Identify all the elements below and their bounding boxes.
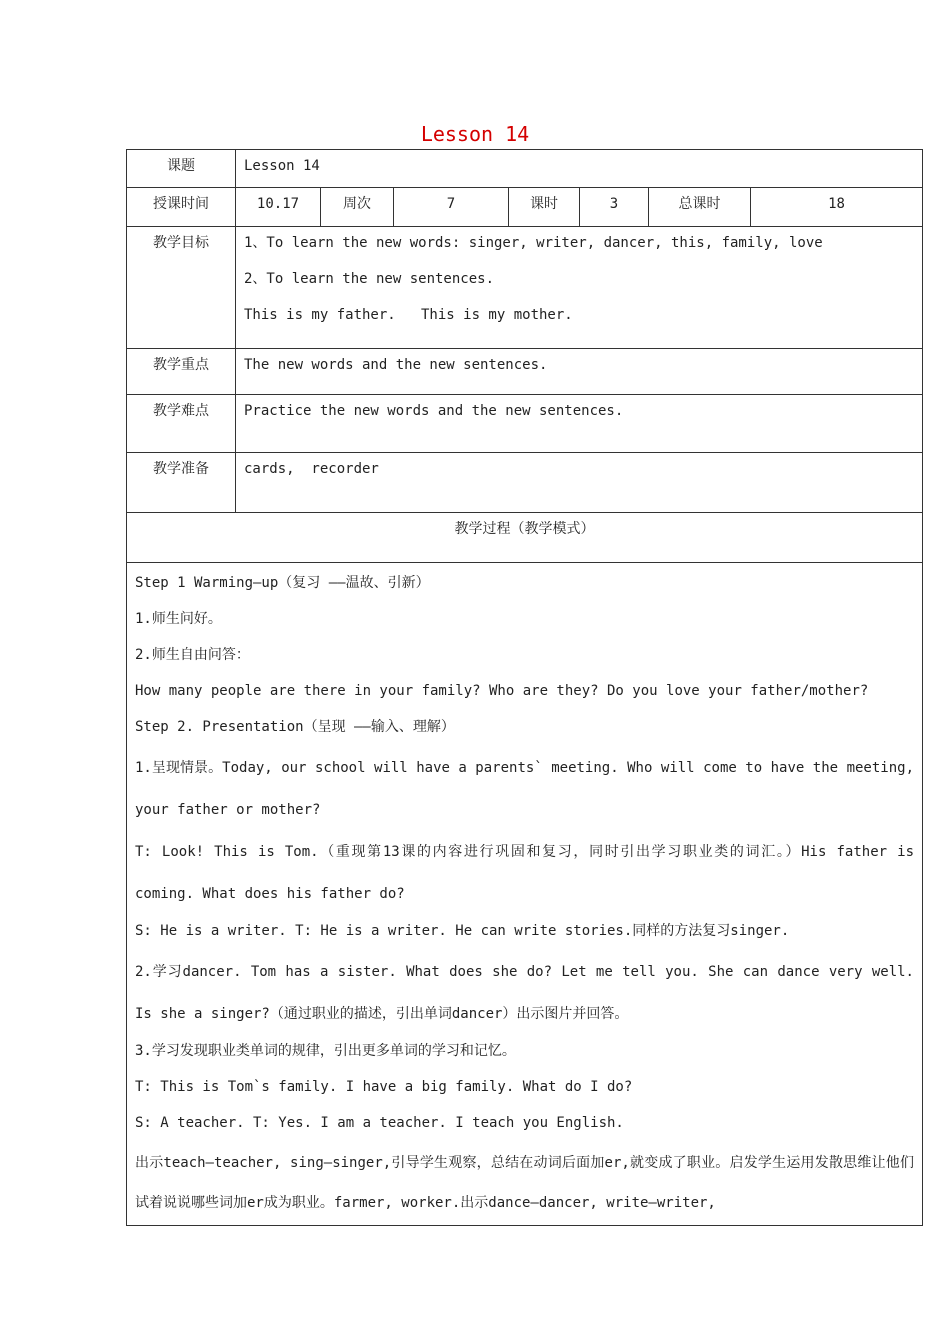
- process-line: How many people are there in your family? Who are they? Do you love your father/mother?: [135, 683, 869, 699]
- process-heading-row: [127, 513, 923, 563]
- difficulties-row: [127, 395, 923, 453]
- process-line: T: Look! This is Tom.（重现第13课的内容进行巩固和复习，同时引出学习职业类的词汇。）His father is coming. What does his father do?: [135, 844, 914, 902]
- goals-content: [236, 227, 923, 349]
- preparation-row: [127, 453, 923, 513]
- process-line: Step 1 Warming—up（复习 ——温故、引新）: [135, 575, 430, 591]
- preparation-value: cards, recorder: [236, 453, 923, 513]
- process-content: [127, 563, 923, 1226]
- key-points-label: 教学重点: [127, 349, 236, 395]
- process-line: 2.师生自由问答：: [135, 647, 250, 663]
- process-line: Step 2. Presentation（呈现 ——输入、理解）: [135, 719, 455, 735]
- process-row: [127, 563, 923, 1226]
- process-line: 1.师生问好。: [135, 611, 222, 627]
- schedule-row: [127, 188, 923, 227]
- topic-row: [127, 150, 923, 188]
- topic-value: Lesson 14: [236, 150, 923, 188]
- preparation-label: 教学准备: [127, 453, 236, 513]
- time-label: 授课时间: [127, 188, 236, 227]
- page-title: Lesson 14: [420, 122, 530, 146]
- process-line: 2.学习dancer. Tom has a sister. What does she do? Let me tell you. She can dance very well. Is she a singer?（通过职业的描述，引出单词dancer）出示图片并回答。: [135, 964, 914, 1022]
- goal-line: 2、To learn the new sentences.: [244, 271, 495, 287]
- key-points-row: [127, 349, 923, 395]
- total-label: 总课时: [649, 188, 751, 227]
- lesson-plan-table: [126, 149, 923, 1226]
- week-value: 7: [394, 188, 509, 227]
- difficulties-value: Practice the new words and the new sentences.: [236, 395, 923, 453]
- week-label: 周次: [321, 188, 394, 227]
- period-label: 课时: [509, 188, 580, 227]
- process-line: 3.学习发现职业类单词的规律，引出更多单词的学习和记忆。: [135, 1043, 516, 1059]
- period-value: 3: [580, 188, 649, 227]
- process-line: 出示teach—teacher, sing—singer,引导学生观察，总结在动词后面加er,就变成了职业。启发学生运用发散思维让他们试着说说哪些词加er成为职业。farmer, worker.出示dance—dancer, write—writer,: [135, 1155, 914, 1211]
- topic-label: 课题: [127, 150, 236, 188]
- key-points-value: The new words and the new sentences.: [236, 349, 923, 395]
- goals-label: 教学目标: [127, 227, 236, 349]
- time-value: 10.17: [236, 188, 321, 227]
- total-value: 18: [751, 188, 923, 227]
- goals-row: [127, 227, 923, 349]
- process-heading: 教学过程（教学模式）: [127, 513, 923, 563]
- process-line: 1.呈现情景。Today, our school will have a parents` meeting. Who will come to have the meeting, your father or mother?: [135, 760, 914, 818]
- process-line: S: He is a writer. T: He is a writer. He can write stories.同样的方法复习singer.: [135, 923, 790, 939]
- process-line: S: A teacher. T: Yes. I am a teacher. I teach you English.: [135, 1115, 624, 1131]
- difficulties-label: 教学难点: [127, 395, 236, 453]
- goal-line: 1、To learn the new words: singer, writer, dancer, this, family, love: [244, 235, 823, 251]
- goal-line: This is my father. This is my mother.: [244, 307, 573, 323]
- process-line: T: This is Tom`s family. I have a big family. What do I do?: [135, 1079, 633, 1095]
